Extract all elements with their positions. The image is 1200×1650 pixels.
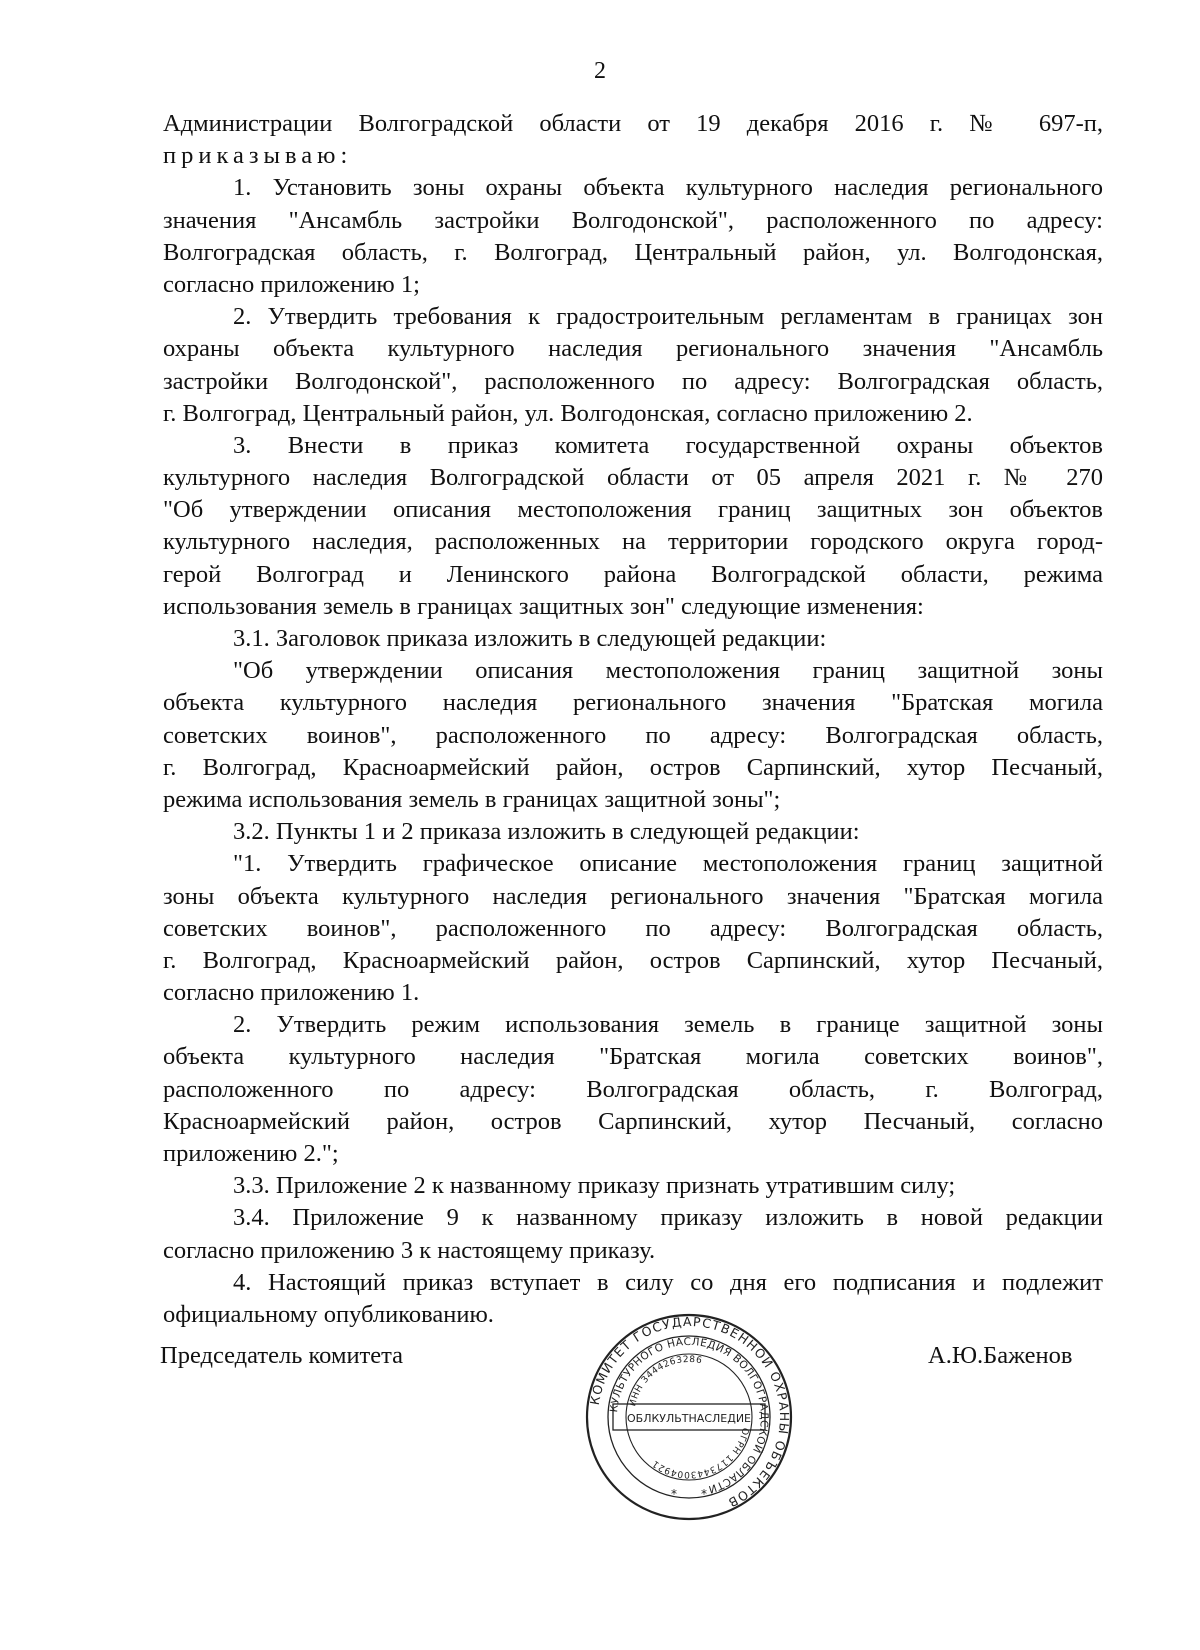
body-line: г. Волгоград, Красноармейский район, остров Сарпинский, хутор Песчаный, bbox=[163, 946, 1103, 974]
body-line: согласно приложению 3 к настоящему приказу. bbox=[163, 1236, 656, 1264]
seal-outer-text: КОМИТЕТ ГОСУДАРСТВЕННОЙ ОХРАНЫ ОБЪЕКТОВ bbox=[586, 1313, 793, 1511]
body-line: согласно приложению 1; bbox=[163, 270, 420, 298]
seal-star-icon: * bbox=[671, 1487, 677, 1501]
body-line: объекта культурного наследия "Братская могила советских воинов", bbox=[163, 1043, 1103, 1071]
body-line: советских воинов", расположенного по адресу: Волгоградская область, bbox=[163, 914, 1103, 942]
signatory-name: А.Ю.Баженов bbox=[928, 1342, 1073, 1369]
body-line: 3.1. Заголовок приказа изложить в следующей редакции: bbox=[233, 625, 827, 652]
body-line: приказываю: bbox=[163, 142, 353, 170]
body-line: советских воинов", расположенного по адресу: Волгоградская область, bbox=[163, 721, 1103, 749]
seal-ogrn-text: ОГРН 1173443004921 bbox=[650, 1426, 750, 1480]
official-seal-stamp bbox=[584, 1312, 794, 1522]
body-line: Волгоградская область, г. Волгоград, Центральный район, ул. Волгодонская, bbox=[163, 238, 1103, 266]
body-line: "1. Утвердить графическое описание местоположения границ защитной bbox=[233, 850, 1103, 878]
body-line: режима использования земель в границах защитной зоны"; bbox=[163, 785, 781, 813]
body-line: объекта культурного наследия регионального значения "Братская могила bbox=[163, 689, 1103, 717]
body-line: застройки Волгодонской", расположенного по адресу: Волгоградская область, bbox=[163, 367, 1103, 395]
body-line: Красноармейский район, остров Сарпинский, хутор Песчаный, согласно bbox=[163, 1107, 1103, 1135]
body-line: "Об утверждении описания местоположения границ защитных зон объектов bbox=[163, 496, 1103, 524]
page-number: 2 bbox=[594, 58, 606, 84]
body-line: официальному опубликованию. bbox=[163, 1300, 494, 1328]
body-line: приложению 2."; bbox=[163, 1140, 339, 1167]
body-line: 2. Утвердить требования к градостроительным регламентам в границах зон bbox=[233, 303, 1103, 331]
body-line: 3.4. Приложение 9 к названному приказу изложить в новой редакции bbox=[233, 1204, 1103, 1232]
body-line: 3.2. Пункты 1 и 2 приказа изложить в следующей редакции: bbox=[233, 818, 860, 846]
body-line: "Об утверждении описания местоположения границ защитной зоны bbox=[233, 657, 1103, 685]
body-line: охраны объекта культурного наследия регионального значения "Ансамбль bbox=[163, 335, 1103, 363]
body-line: 3. Внести в приказ комитета государственной охраны объектов bbox=[233, 431, 1103, 459]
seal-inner-text: КУЛЬТУРНОГО НАСЛЕДИЯ ВОЛГОГРАДСКОЙ ОБЛАСТИ bbox=[608, 1335, 771, 1496]
body-line: расположенного по адресу: Волгоградская область, г. Волгоград, bbox=[163, 1075, 1103, 1103]
body-line: зоны объекта культурного наследия регионального значения "Братская могила bbox=[163, 882, 1103, 910]
seal-star-icon: * bbox=[701, 1487, 707, 1501]
signatory-position: Председатель комитета bbox=[160, 1342, 404, 1369]
body-line: 1. Установить зоны охраны объекта культурного наследия регионального bbox=[233, 174, 1103, 202]
seal-inn-text: ИНН 3444263286 bbox=[628, 1354, 704, 1408]
body-line: использования земель в границах защитных зон" следующие изменения: bbox=[163, 592, 924, 620]
body-line: культурного наследия Волгоградской области от 05 апреля 2021 г. № 270 bbox=[163, 464, 1103, 492]
body-line: 4. Настоящий приказ вступает в силу со дня его подписания и подлежит bbox=[233, 1268, 1103, 1296]
body-line: 2. Утвердить режим использования земель в границе защитной зоны bbox=[233, 1011, 1103, 1039]
body-line: согласно приложению 1. bbox=[163, 979, 420, 1007]
body-line: 3.3. Приложение 2 к названному приказу признать утратившим силу; bbox=[233, 1172, 956, 1200]
body-line: г. Волгоград, Центральный район, ул. Волгодонская, согласно приложению 2. bbox=[163, 399, 973, 427]
document-body bbox=[163, 108, 1103, 1331]
seal-center-text: ОБЛКУЛЬТНАСЛЕДИЕ bbox=[627, 1412, 751, 1425]
body-line: г. Волгоград, Красноармейский район, остров Сарпинский, хутор Песчаный, bbox=[163, 753, 1103, 781]
body-line: Администрации Волгоградской области от 19 декабря 2016 г. № 697-п, bbox=[163, 110, 1103, 137]
body-line: значения "Ансамбль застройки Волгодонской", расположенного по адресу: bbox=[163, 206, 1103, 234]
body-line: герой Волгоград и Ленинского района Волгоградской области, режима bbox=[163, 560, 1103, 588]
body-line: культурного наследия, расположенных на территории городского округа город- bbox=[163, 528, 1103, 556]
